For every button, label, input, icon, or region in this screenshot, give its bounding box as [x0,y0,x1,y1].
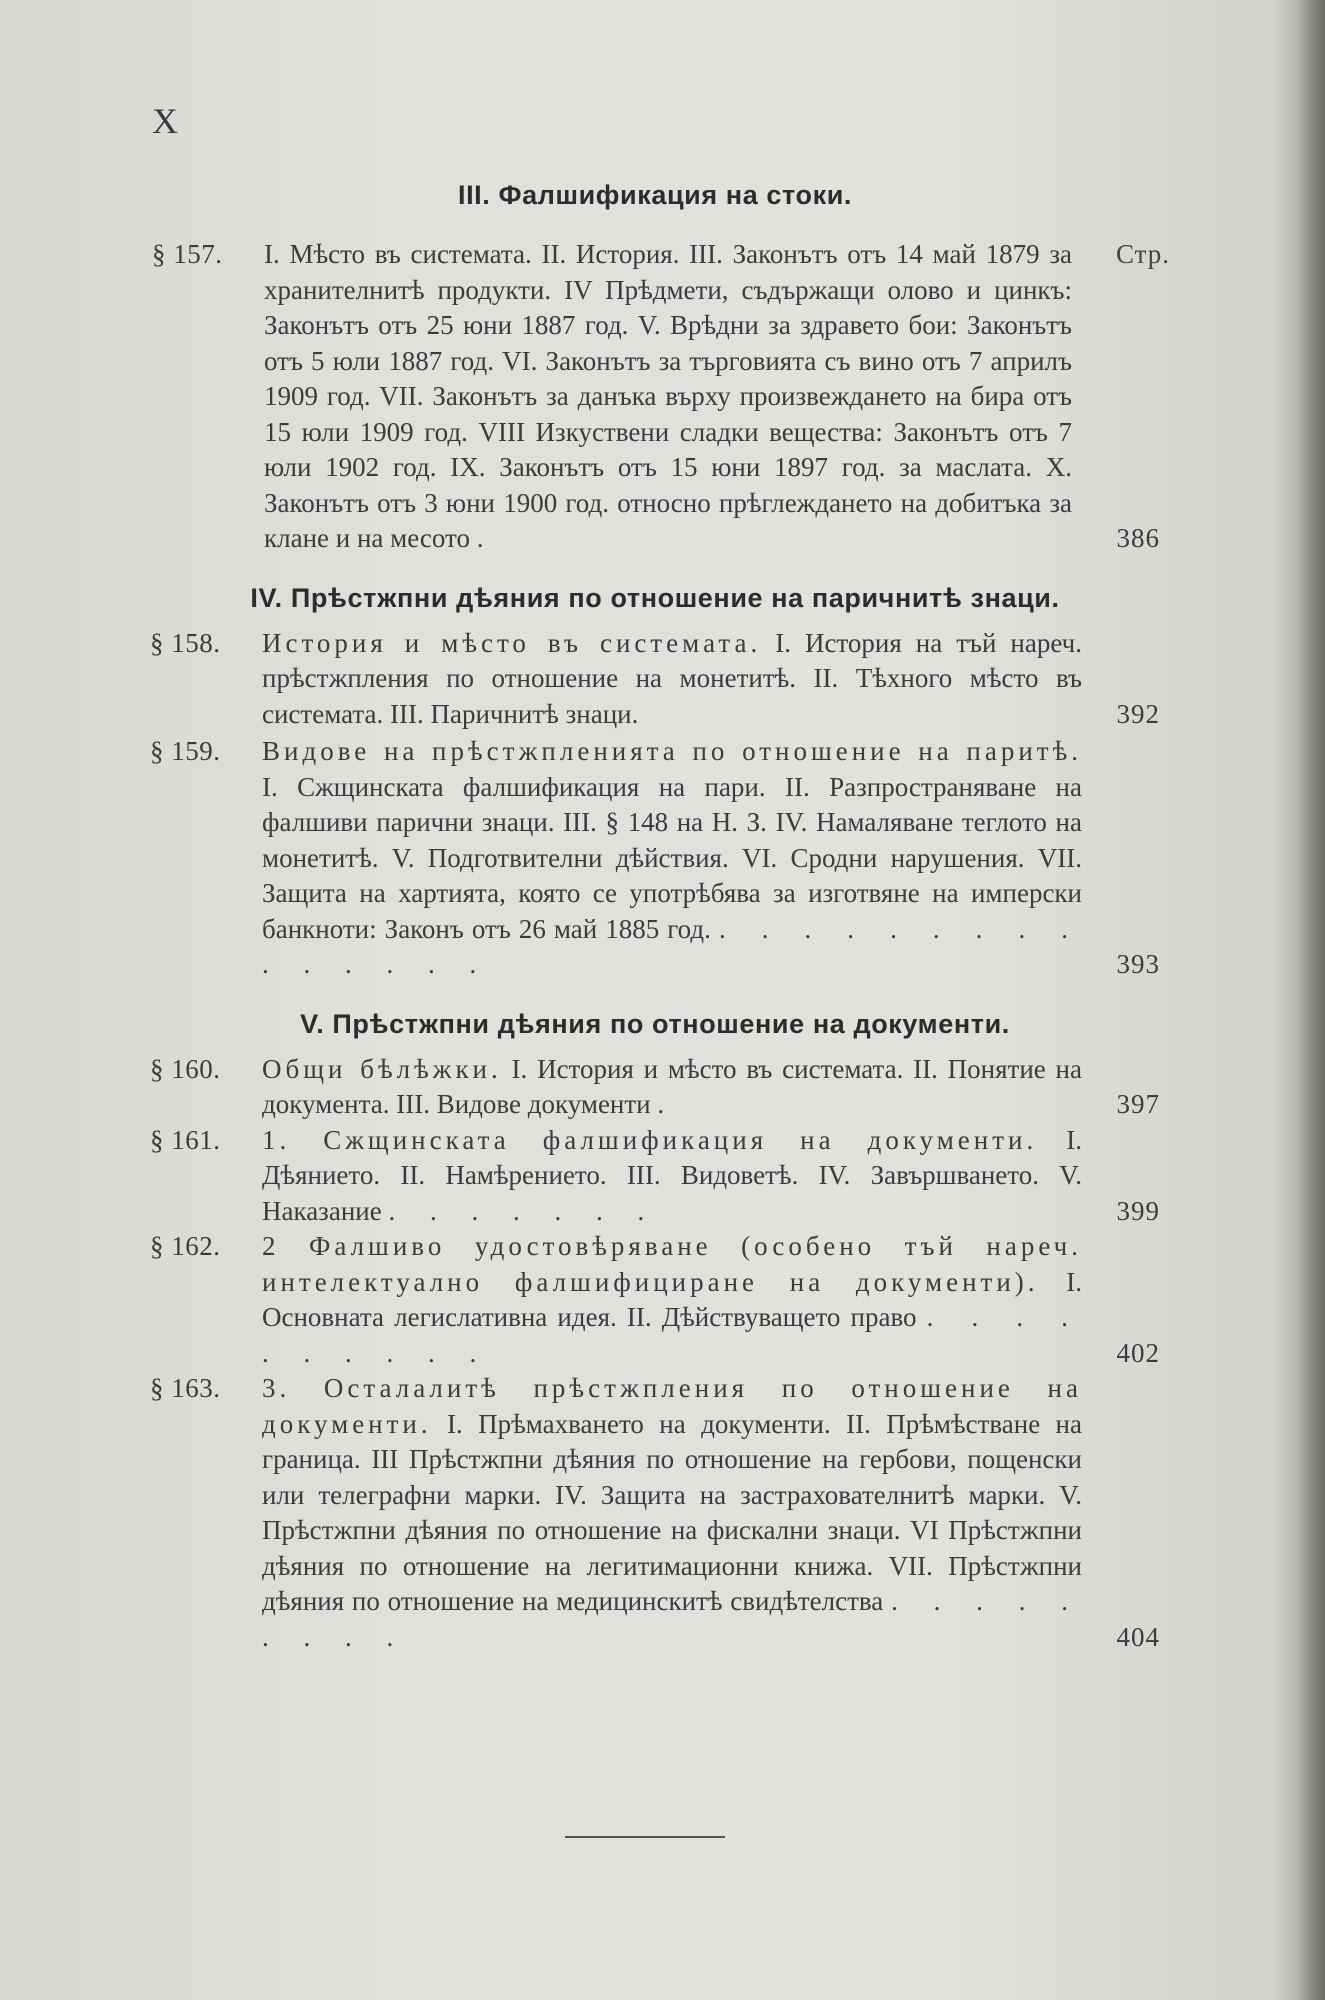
entry-number: § 159. [150,736,221,766]
page-numeral: X [152,101,180,141]
entry-title: Общи бѣлѣжки. [262,1053,502,1084]
section-heading-v: V. Прѣстжпни дѣяния по отношение на документи. [300,1008,1010,1039]
entry-title: 3. Осталалитѣ прѣстжпления по отношение на документи. [262,1373,1082,1439]
entry-page-number: 402 [1116,1337,1160,1368]
table-of-contents [150,180,1170,1655]
entry-title: 1. Сжщинската фалшификация на документи. [262,1124,1038,1155]
entry-leader-dots: . . . . . . . [388,1195,659,1226]
entry-title: Видове на прѣстжпленията по отношение на паритѣ. [262,736,1082,766]
entry-number: § 160. [150,1053,221,1084]
entry-leader-dots: . . . . . . . . . [262,1586,1082,1652]
entry-text [262,734,1082,983]
toc-entry-158 [150,626,1160,733]
toc-entry-163 [150,1371,1160,1655]
section-heading-iii: III. Фалшификация на стоки. [457,180,853,210]
entry-leader-dots: . [657,1089,679,1119]
entry-page-number: 386 [1116,523,1160,553]
entry-number: § 158. [150,627,221,658]
entry-body: I. Основната легислативна идея. II. Дѣйствуващето право [262,1266,1082,1332]
toc-entry-159 [150,734,1160,983]
entry-text [262,1229,1082,1371]
entry-text [264,237,1082,557]
entry-page-number: 392 [1116,698,1160,729]
entry-page-number: 397 [1116,1089,1160,1119]
entry-leader-dots: . . . . . . . . . . [262,1302,1083,1368]
entry-text [262,1371,1082,1655]
closing-rule [565,1836,725,1838]
entry-number: § 157. [152,239,223,269]
entry-number: § 161. [150,1124,221,1155]
toc-entry-157 [152,237,1170,557]
entry-text [262,626,1082,733]
entry-body: I. Прѣмахването на документи. II. Прѣмѣстване на граница. III Прѣстжпни дѣяния по отношение на гербови, пощенски или телеграфни марки. IV. Защита на застрахователнитѣ марки. V. Прѣстжпни дѣяния по отношение на фискални знаци. VI Прѣстжпни дѣяния по отношение на легитимационни книжа. VII. Прѣстжпни дѣяния по отношение на медицинскитѣ свидѣтелства [262,1408,1082,1616]
entry-body: I. История на тъй нареч. прѣстжпления по отношение на монетитѣ. II. Тѣхного мѣсто въ системата. III. Паричнитѣ знаци. [262,627,1082,729]
toc-entry-161 [150,1123,1160,1230]
entry-title: 2 Фалшиво удостовѣряване (особено тъй нареч. интелектуално фалшифициране на документи). [262,1231,1082,1297]
toc-entry-162 [150,1229,1160,1371]
entry-body: I. Дѣянието. II. Намѣрението. III. Видоветѣ. IV. Завършването. V. Наказание [262,1124,1083,1226]
section-heading-iv: IV. Прѣстжпни дѣяния по отношение на паричнитѣ знаци. [250,582,1060,613]
entry-number: § 163. [150,1373,221,1403]
entry-leader-dots: . [476,523,498,553]
entry-leader-dots: . . . . . . . . . . . . . . . [262,913,1083,979]
entry-body: I. Мѣсто въ системата. II. История. III. Законътъ отъ 14 май 1879 за хранителнитѣ продукти. IV Прѣдмети, съдържащи олово и цинкъ: Законътъ отъ 25 юни 1887 год. V. Врѣдни за здравето бои: Законътъ отъ 5 юли 1887 год. VI. Законътъ за търговията съ вино отъ 7 априлъ 1909 год. VII. Законътъ за данъка върху произвеждането на бира отъ 15 юли 1909 год. VIII Изкуствени сладки вещества: Законътъ отъ 7 юли 1902 год. IX. Законътъ отъ 15 юни 1897 год. за маслата. X. Законътъ отъ 3 юни 1900 год. относно прѣглеждането на добитъка за клане и на месото [264,239,1072,553]
entry-number: § 162. [150,1231,221,1261]
entry-body: I. История и мѣсто въ системата. II. Понятие на документа. III. Видове документи [262,1053,1082,1119]
entry-page-number: 404 [1116,1621,1160,1652]
entry-page-number: 399 [1116,1195,1160,1226]
entry-body: I. Сжщинската фалшификация на пари. II. Разпространяване на фалшиви парични знаци. III. § 148 на Н. З. IV. Намаляване теглото на монетитѣ. V. Подготвителни дѣйствия. VI. Сродни нарушения. VII. Защита на хартията, която се употрѣбява за изготвяне на имперски банкноти: Законъ отъ 26 май 1885 год. [262,771,1082,944]
entry-page-number: 393 [1116,949,1160,979]
entry-text [262,1052,1082,1123]
entry-text [262,1123,1082,1230]
toc-entry-160 [150,1052,1160,1123]
spine-shadow [1297,0,1325,2000]
page-column-label: Стр. [1115,239,1170,269]
entry-title: История и мѣсто въ системата. [262,627,762,658]
